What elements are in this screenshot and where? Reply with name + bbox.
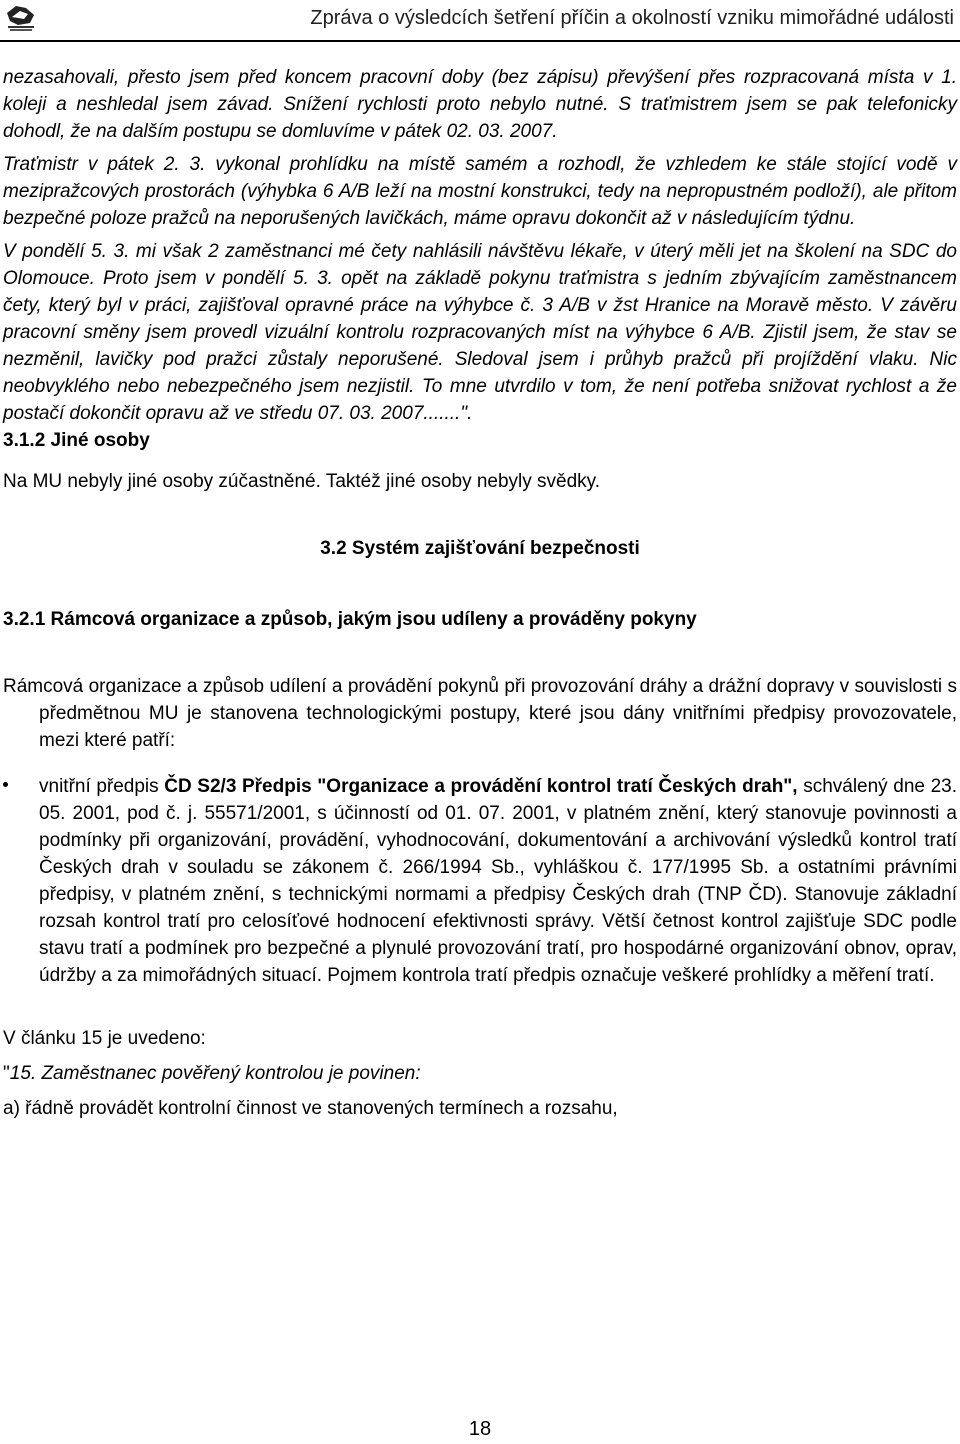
bullet-icon bbox=[3, 782, 8, 787]
page-content bbox=[3, 64, 957, 1122]
regulation-name: ČD S2/3 Předpis "Organizace a provádění kontrol tratí Českých drah", bbox=[164, 776, 798, 797]
header-divider bbox=[0, 40, 960, 42]
page-header bbox=[0, 0, 960, 44]
framework-paragraph: Rámcová organizace a způsob udílení a provádění pokynů při provozování dráhy a drážní dopravy v souvislosti s předmětnou MU je stanovena technologickými postupy, které jsou dány vnitřními předpisy provozovatele, mezi které patří: bbox=[3, 676, 957, 751]
header-title: Zpráva o výsledcích šetření příčin a okolností vzniku mimořádné události bbox=[310, 7, 954, 29]
article-intro: V článku 15 je uvedeno: bbox=[3, 1028, 206, 1049]
bullet-text: schválený dne 23. 05. 2001, pod č. j. 55571/2001, s účinností od 01. 07. 2001, v platném znění, který stanovuje povinnosti a podmínky při organizování, provádění, vyhodnocování, dokumentování a archivování výsledků kontrol tratí Českých drah v souladu se zákonem č. 266/1994 Sb., vyhláškou č. 177/1995 Sb. a ostatními právními předpisy, v platném znění, s technickými normami a předpisy Českých drah (TNP ČD). Stanovuje základní rozsah kontrol tratí pro celosíťové hodnocení efektivnosti správy. Větší četnost kontrol zajišťuje SDC podle stavu tratí a podmínek pro bezpečné a plynulé provozování tratí, pro hospodárné organizování obnov, oprav, údržby a za mimořádných situací. Pojmem kontrola tratí předpis označuje veškeré prohlídky a měření tratí. bbox=[39, 776, 957, 986]
section-heading-3-2-1: 3.2.1 Rámcová organizace a způsob, jakým jsou udíleny a prováděny pokyny bbox=[3, 609, 697, 630]
quote-mark: " bbox=[3, 1063, 10, 1084]
article-15-title: 15. Zaměstnanec pověřený kontrolou je povinen: bbox=[9, 1063, 421, 1084]
drazni-inspekce-logo bbox=[4, 3, 38, 33]
section-heading-3-1-2: 3.1.2 Jiné osoby bbox=[3, 430, 150, 451]
section-heading-3-2: 3.2 Systém zajišťování bezpečnosti bbox=[320, 538, 640, 559]
regulation-list-item bbox=[3, 773, 957, 989]
testimony-paragraph-1: nezasahovali, přesto jsem před koncem pracovní doby (bez zápisu) převýšení přes rozpracovaná místa v 1. koleji a neshledal jsem závad. Snížení rychlosti proto nebylo nutné. S traťmistrem jsem se pak telefonicky dohodl, že na dalším postupu se domluvíme v pátek 02. 03. 2007. bbox=[3, 67, 957, 142]
testimony-paragraph-3-text: V pondělí 5. 3. mi však 2 zaměstnanci mé čety nahlásili návštěvu lékaře, v úterý měli jet na školení na SDC do Olomouce. Proto jsem v pondělí 5. 3. opět na základě pokynu traťmistra s jedním zbývajícím zaměstnancem čety, který byl v práci, zajišťoval opravné práce na výhybce č. 3 A/B v žst Hranice na Moravě město. V závěru pracovní směny jsem provedl vizuální kontrolu rozpracovaných míst na výhybce 6 A/B. Zjistil jsem, že stav se nezměnil, lavičky pod pražci zůstaly neporušené. Sledoval jsem i průhyb pražců při projíždění vlaku. Nic neobvyklého nebo nebezpečného jsem nezjistil. To mne utvrdilo v tom, že není potřeba snižovat rychlost a že postačí dokončit opravu až ve středu 07. 03. 2007.......". bbox=[3, 241, 957, 424]
article-item-a: a) řádně provádět kontrolní činnost ve stanovených termínech a rozsahu, bbox=[3, 1098, 618, 1119]
testimony-paragraph-3 bbox=[3, 238, 957, 427]
page-number: 18 bbox=[468, 1418, 492, 1440]
other-persons-paragraph: Na MU nebyly jiné osoby zúčastněné. Taktéž jiné osoby nebyly svědky. bbox=[3, 471, 601, 492]
article-quote bbox=[3, 1060, 957, 1087]
testimony-paragraph-2: Traťmistr v pátek 2. 3. vykonal prohlídku na místě samém a rozhodl, že vzhledem ke stále stojící vodě v mezipražcových prostorách (výhybka 6 A/B leží na mostní konstrukci, tedy na nepropustném podloží), ale přitom bezpečné poloze pražců na neporušených lavičkách, máme opravu dokončit až v následujícím týdnu. bbox=[3, 154, 957, 229]
bullet-prefix: vnitřní předpis bbox=[39, 776, 165, 797]
